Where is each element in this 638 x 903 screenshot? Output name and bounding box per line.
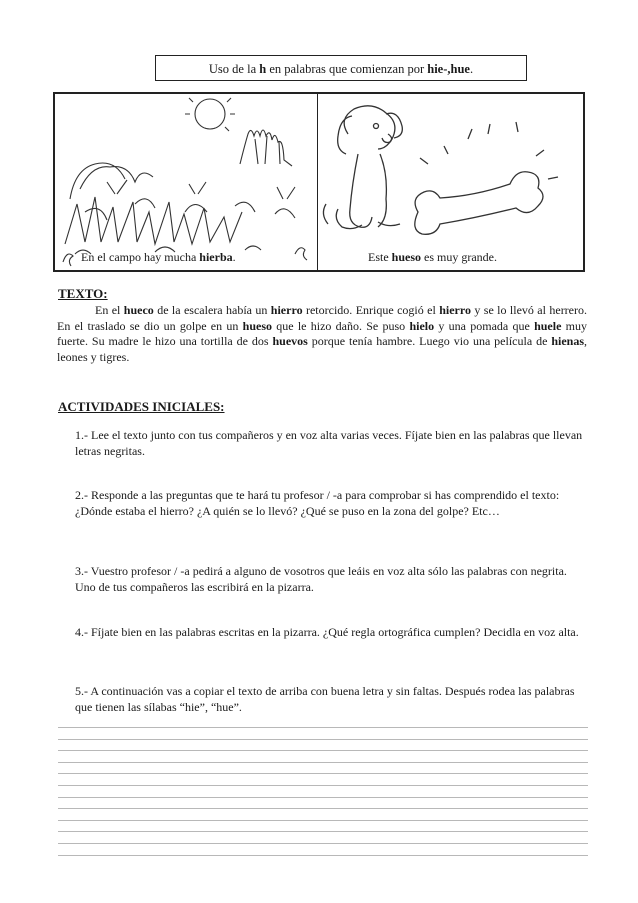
texto-paragraph: En el hueco de la escalera había un hierro retorcido. Enrique cogió el hierro y se lo llevó al herrero. En el traslado se dio un golpe en un hueso que le hizo daño. Se puso hielo y una pomada que huele muy fuerte. Su madre le hizo una tortilla de dos huevos porque tenía hambre. Luego vio una película de hienas, leones y tigres. [57,303,588,364]
field-illustration [55,94,318,270]
activity-item: 1.- Lee el texto junto con tus compañeros y en voz alta varias veces. Fíjate bien en las palabras que llevan letras negritas. [75,428,583,458]
field-caption: En el campo hay mucha hierba. [81,250,236,264]
writing-line [58,797,588,798]
bone-caption: Este hueso es muy grande. [368,250,497,264]
activity-item: 5.- A continuación vas a copiar el texto de arriba con buena letra y sin faltas. Después rodea las palabras que tienen las sílabas “hie”, “hue”. [75,684,575,714]
writing-lines[interactable] [58,727,588,866]
writing-line [58,831,588,832]
field-drawing [55,94,317,270]
writing-line [58,843,588,844]
dog-and-bone-drawing [318,94,583,270]
activity-item: 4.- Fíjate bien en las palabras escritas en la pizarra. ¿Qué regla ortográfica cumplen? Decidla en voz alta. [75,625,579,639]
title-letter: h [259,62,267,76]
activity-item: 3.- Vuestro profesor / -a pedirá a alguno de vosotros que leáis en voz alta sólo las palabras con negrita. Uno de tus compañeros las escribirá en la pizarra. [75,564,567,594]
illustrations-panel [53,92,585,272]
texto-heading: TEXTO: [58,286,108,301]
writing-line [58,855,588,856]
writing-line [58,727,588,728]
writing-line [58,773,588,774]
actividades-heading: ACTIVIDADES INICIALES: [58,399,225,414]
worksheet-title: Uso de la h en palabras que comienzan por hie-,hue. [155,55,527,81]
title-syllables: hie-,hue [427,62,470,76]
writing-line [58,750,588,751]
activity-item: 2.- Responde a las preguntas que te hará tu profesor / -a para comprobar si has comprendido el texto: ¿Dónde estaba el hierro? ¿A quién se lo llevó? ¿Qué se puso en la zona del golpe? Etc… [75,488,560,518]
writing-line [58,808,588,809]
writing-line [58,762,588,763]
bone-illustration [318,94,583,270]
writing-line [58,785,588,786]
writing-line [58,739,588,740]
writing-line [58,820,588,821]
